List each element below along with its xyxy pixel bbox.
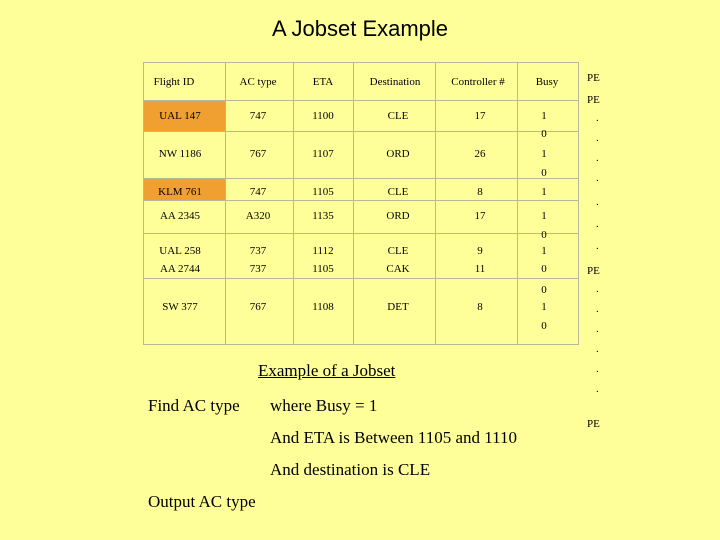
ellipsis-dot: . xyxy=(596,218,599,230)
header-flight-id: Flight ID xyxy=(153,76,195,88)
cell-eta: 1105 xyxy=(312,263,334,275)
cell-flight-id: AA 2345 xyxy=(159,210,201,222)
cell-ac-type: A320 xyxy=(245,210,271,222)
cell-controller: 8 xyxy=(477,186,483,198)
ellipsis-dot: . xyxy=(596,283,599,295)
ellipsis-dot: . xyxy=(596,323,599,335)
cell-destination: CLE xyxy=(387,186,409,198)
ellipsis-dot: . xyxy=(596,383,599,395)
jobset-table xyxy=(143,62,579,345)
cell-eta: 1107 xyxy=(312,148,334,160)
jobset-subtitle: Example of a Jobset xyxy=(258,361,396,380)
cell-flight-id: UAL 258 xyxy=(159,245,201,257)
cell-ac-type: 767 xyxy=(249,301,267,313)
pe-label: PE xyxy=(587,265,600,277)
cell-destination: CLE xyxy=(387,245,409,257)
query-where: where Busy = 1 xyxy=(270,396,378,415)
cell-ac-type: 737 xyxy=(249,263,267,275)
cell-controller: 8 xyxy=(477,301,483,313)
query-find: Find AC type xyxy=(148,396,240,415)
busy-bit: 0 xyxy=(541,284,547,296)
busy-bit: 1 xyxy=(541,186,547,198)
query-and-eta: And ETA is Between 1105 and 1110 xyxy=(270,428,517,447)
cell-eta: 1100 xyxy=(312,110,334,122)
cell-destination: CLE xyxy=(387,110,409,122)
header-busy: Busy xyxy=(535,76,559,88)
ellipsis-dot: . xyxy=(596,132,599,144)
busy-bit: 1 xyxy=(541,210,547,222)
cell-ac-type: 737 xyxy=(249,245,267,257)
cell-eta: 1105 xyxy=(312,186,334,198)
cell-destination: DET xyxy=(387,301,409,313)
query-output: Output AC type xyxy=(148,492,256,511)
ellipsis-dot: . xyxy=(596,172,599,184)
cell-flight-id: KLM 761 xyxy=(158,186,202,198)
ellipsis-dot: . xyxy=(596,363,599,375)
cell-controller: 17 xyxy=(474,210,486,222)
cell-ac-type: 747 xyxy=(249,186,267,198)
cell-controller: 9 xyxy=(477,245,483,257)
header-eta: ETA xyxy=(312,76,334,88)
busy-bit: 1 xyxy=(541,245,547,257)
cell-flight-id: AA 2744 xyxy=(159,263,201,275)
cell-flight-id: SW 377 xyxy=(162,301,198,313)
busy-bit: 0 xyxy=(541,128,547,140)
ellipsis-dot: . xyxy=(596,152,599,164)
busy-bit: 1 xyxy=(541,301,547,313)
ellipsis-dot: . xyxy=(596,240,599,252)
pe-label: PE xyxy=(587,418,600,430)
cell-ac-type: 767 xyxy=(249,148,267,160)
header-destination: Destination xyxy=(369,76,421,88)
pe-label: PE xyxy=(587,94,600,106)
cell-eta: 1112 xyxy=(312,245,334,257)
ellipsis-dot: . xyxy=(596,343,599,355)
query-and-dest: And destination is CLE xyxy=(270,460,431,479)
ellipsis-dot: . xyxy=(596,112,599,124)
cell-controller: 26 xyxy=(474,148,486,160)
cell-flight-id: NW 1186 xyxy=(158,148,202,160)
pe-label: PE xyxy=(587,72,600,84)
cell-destination: CAK xyxy=(386,263,410,275)
cell-controller: 17 xyxy=(474,110,486,122)
header-ac-type: AC type xyxy=(239,76,277,88)
cell-destination: ORD xyxy=(386,210,410,222)
page-title: A Jobset Example xyxy=(271,16,449,41)
header-controller: Controller # xyxy=(451,76,505,88)
cell-eta: 1135 xyxy=(312,210,334,222)
busy-bit: 0 xyxy=(541,263,547,275)
cell-flight-id: UAL 147 xyxy=(159,110,201,122)
busy-bit: 0 xyxy=(541,229,547,241)
cell-ac-type: 747 xyxy=(249,110,267,122)
cell-controller: 11 xyxy=(474,263,486,275)
busy-bit: 1 xyxy=(541,110,547,122)
ellipsis-dot: . xyxy=(596,303,599,315)
busy-bit: 0 xyxy=(541,167,547,179)
cell-eta: 1108 xyxy=(312,301,334,313)
ellipsis-dot: . xyxy=(596,196,599,208)
busy-bit: 1 xyxy=(541,148,547,160)
cell-destination: ORD xyxy=(386,148,410,160)
busy-bit: 0 xyxy=(541,320,547,332)
